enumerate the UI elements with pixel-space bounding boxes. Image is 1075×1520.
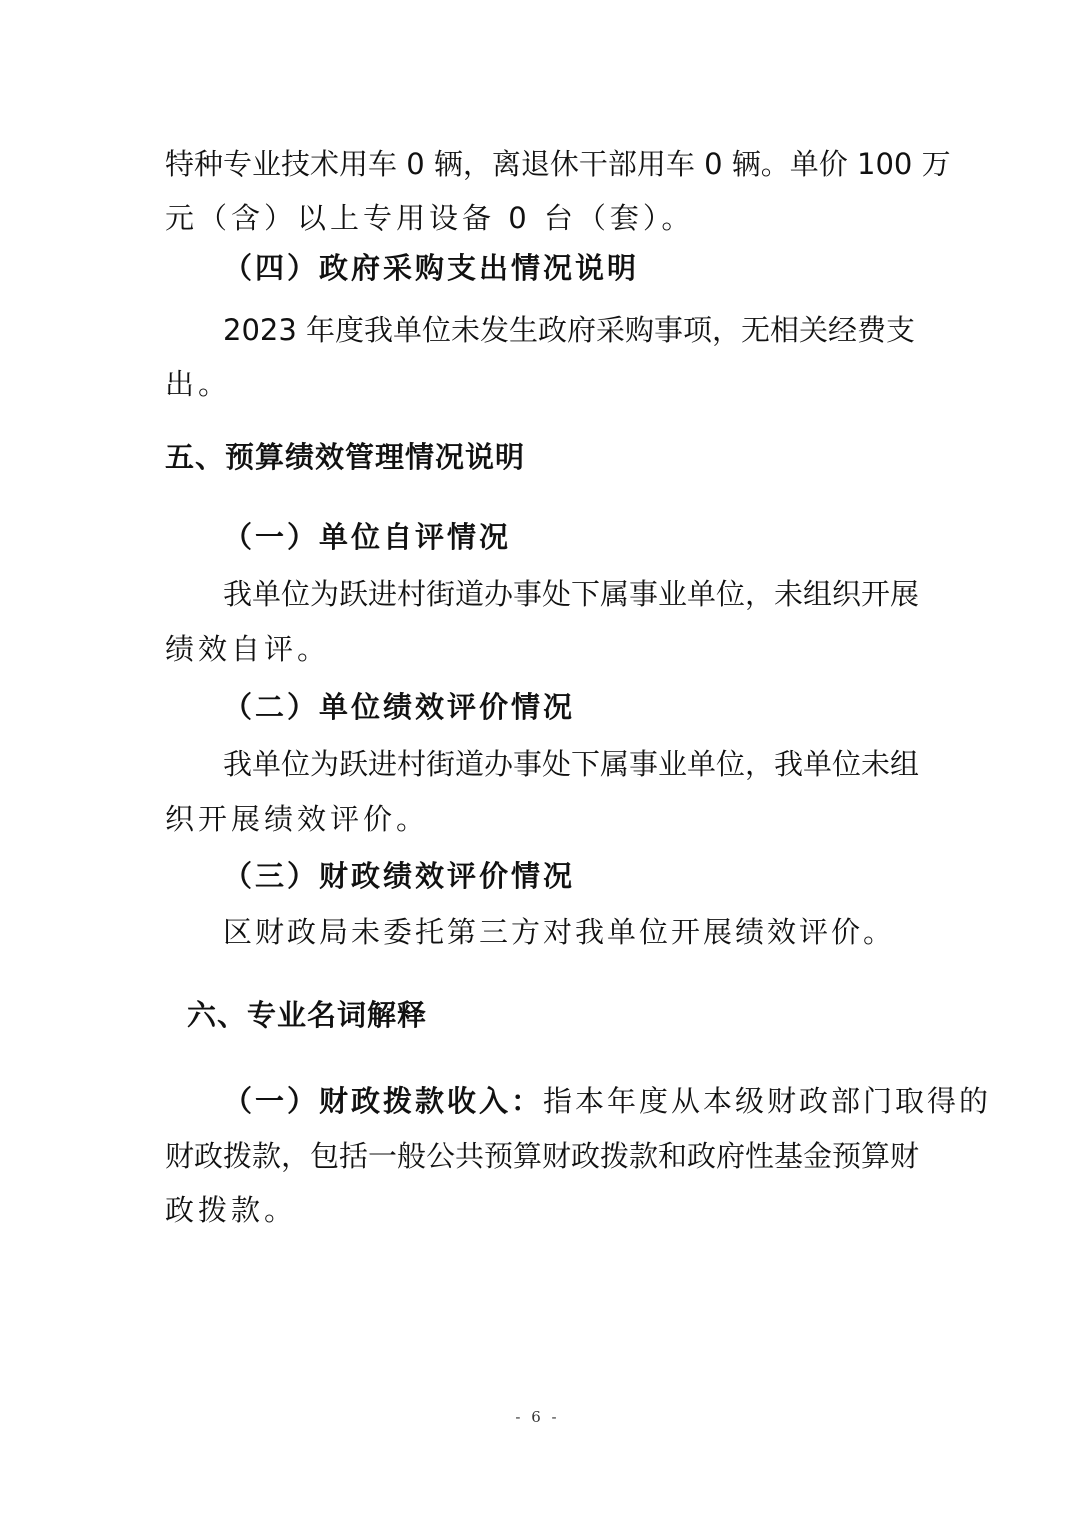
definition-line: 财政拨款，包括一般公共预算财政拨款和政府性基金预算财 xyxy=(165,1139,920,1173)
paragraph-line: 我单位为跃进村街道办事处下属事业单位，未组织开展 xyxy=(223,577,920,611)
definition-term: （一）财政拨款收入： xyxy=(223,1084,544,1118)
section-heading-6: 六、专业名词解释 xyxy=(187,998,428,1032)
subheading-fiscal-evaluation: （三）财政绩效评价情况 xyxy=(223,859,576,893)
definition-text: 指本年度从本级财政部门取得的 xyxy=(543,1084,992,1118)
paragraph-line: 出。 xyxy=(165,367,232,401)
paragraph-line: 区财政局未委托第三方对我单位开展绩效评价。 xyxy=(223,915,896,949)
subheading-procurement: （四）政府采购支出情况说明 xyxy=(223,251,640,285)
paragraph-line: 我单位为跃进村街道办事处下属事业单位，我单位未组 xyxy=(223,747,920,781)
definition-line: 政拨款。 xyxy=(165,1193,298,1227)
subheading-self-evaluation: （一）单位自评情况 xyxy=(223,520,512,554)
definition-line xyxy=(223,1081,992,1121)
paragraph-line: 绩效自评。 xyxy=(165,632,331,666)
subheading-unit-evaluation: （二）单位绩效评价情况 xyxy=(223,690,576,724)
page-number: - 6 - xyxy=(515,1408,560,1426)
section-heading-5: 五、预算绩效管理情况说明 xyxy=(165,440,526,474)
paragraph-line: 织开展绩效评价。 xyxy=(165,802,430,836)
paragraph-line: 元（含）以上专用设备 0 台（套）。 xyxy=(165,201,695,235)
paragraph-line: 2023 年度我单位未发生政府采购事项，无相关经费支 xyxy=(223,313,916,347)
paragraph-line: 特种专业技术用车 0 辆，离退休干部用车 0 辆。单价 100 万 xyxy=(165,147,951,181)
